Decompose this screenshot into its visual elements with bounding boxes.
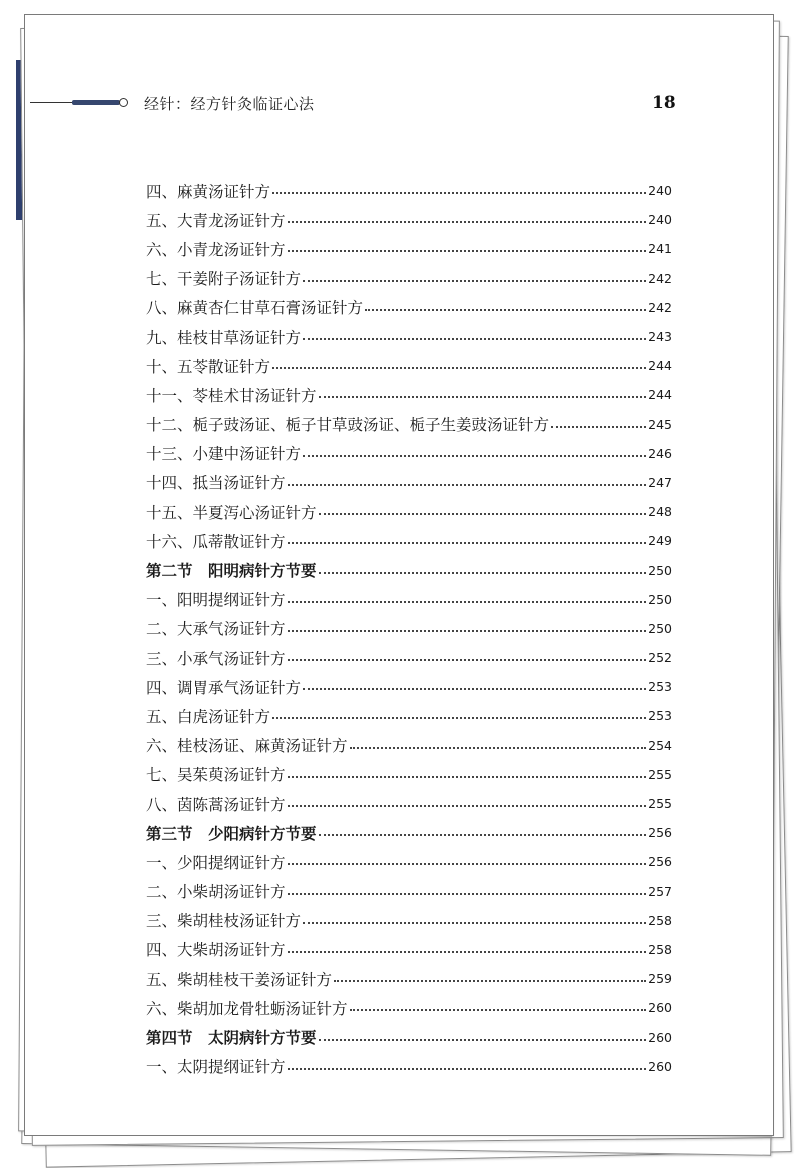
- toc-page-number: 256: [648, 854, 672, 870]
- dot-leader: [288, 804, 647, 807]
- toc-entry-title: 一、阳明提纲证针方: [146, 591, 286, 610]
- toc-entry-title: 十六、瓜蒂散证针方: [146, 532, 286, 551]
- toc-entry-row[interactable]: [146, 877, 672, 906]
- toc-entry-row[interactable]: [146, 847, 672, 876]
- toc-page-number: 259: [648, 971, 672, 987]
- dot-leader: [303, 337, 646, 340]
- toc-page-number: 240: [648, 212, 672, 228]
- dot-leader: [350, 1008, 647, 1011]
- toc-entry-title: 二、大承气汤证针方: [146, 620, 286, 639]
- toc-entry-title: 五、柴胡桂枝干姜汤证针方: [146, 970, 333, 989]
- toc-page-number: 242: [648, 270, 672, 286]
- toc-entry-row[interactable]: [146, 264, 672, 293]
- toc-entry-title: 四、大柴胡汤证针方: [146, 941, 286, 960]
- running-header-title: 经针：经方针灸临证心法: [144, 95, 315, 113]
- toc-entry-title: 十一、苓桂术甘汤证针方: [146, 386, 317, 405]
- dot-leader: [288, 950, 647, 953]
- toc-entry-title: 六、桂枝汤证、麻黄汤证针方: [146, 737, 348, 756]
- toc-entry-row[interactable]: [146, 964, 672, 993]
- toc-entry-title: 八、茵陈蒿汤证针方: [146, 795, 286, 814]
- toc-entry-row[interactable]: [146, 234, 672, 263]
- toc-page-number: 241: [648, 241, 672, 257]
- dot-leader: [272, 191, 646, 194]
- dot-leader: [288, 249, 647, 252]
- dot-leader: [303, 687, 646, 690]
- table-of-contents: [146, 176, 672, 1081]
- toc-page-number: 249: [648, 533, 672, 549]
- toc-entry-row[interactable]: [146, 1052, 672, 1081]
- toc-page-number: 255: [648, 796, 672, 812]
- toc-page-number: 247: [648, 474, 672, 490]
- toc-section-title: 第三节 少阳病针方节要: [146, 824, 317, 843]
- toc-page-number: 252: [648, 650, 672, 666]
- toc-page-number: 250: [648, 620, 672, 636]
- toc-page-number: 260: [648, 1000, 672, 1016]
- dot-leader: [288, 541, 647, 544]
- dot-leader: [319, 512, 647, 515]
- toc-entry-row[interactable]: [146, 322, 672, 351]
- toc-entry-row[interactable]: [146, 906, 672, 935]
- toc-page-number: 250: [648, 562, 672, 578]
- dot-leader: [288, 862, 647, 865]
- dot-leader: [319, 571, 647, 574]
- dot-leader: [303, 454, 646, 457]
- toc-entry-title: 十三、小建中汤证针方: [146, 445, 302, 464]
- toc-entry-title: 十、五苓散证针方: [146, 357, 271, 376]
- toc-entry-title: 二、小柴胡汤证针方: [146, 883, 286, 902]
- toc-section-row[interactable]: [146, 1022, 672, 1051]
- dot-leader: [319, 833, 647, 836]
- dot-leader: [288, 220, 647, 223]
- dot-leader: [319, 1038, 647, 1041]
- dot-leader: [551, 425, 646, 428]
- toc-page-number: 258: [648, 912, 672, 928]
- dot-leader: [288, 1067, 647, 1070]
- toc-entry-row[interactable]: [146, 176, 672, 205]
- toc-entry-title: 五、白虎汤证针方: [146, 707, 271, 726]
- toc-entry-row[interactable]: [146, 672, 672, 701]
- toc-entry-row[interactable]: [146, 293, 672, 322]
- toc-entry-row[interactable]: [146, 614, 672, 643]
- toc-entry-row[interactable]: [146, 497, 672, 526]
- dot-leader: [288, 483, 647, 486]
- toc-entry-row[interactable]: [146, 993, 672, 1022]
- dot-leader: [303, 921, 646, 924]
- needle-ornament: [72, 100, 120, 105]
- toc-page-number: 253: [648, 708, 672, 724]
- toc-entry-title: 十二、栀子豉汤证、栀子甘草豉汤证、栀子生姜豉汤证针方: [146, 416, 550, 435]
- toc-page-number: 243: [648, 329, 672, 345]
- toc-entry-title: 五、大青龙汤证针方: [146, 211, 286, 230]
- toc-entry-title: 七、吴茱萸汤证针方: [146, 766, 286, 785]
- toc-page-number: 260: [648, 1029, 672, 1045]
- dot-leader: [288, 600, 647, 603]
- needle-ornament-dot: [119, 98, 128, 107]
- dot-leader: [319, 395, 647, 398]
- toc-entry-row[interactable]: [146, 935, 672, 964]
- toc-page-number: 253: [648, 679, 672, 695]
- dot-leader: [288, 892, 647, 895]
- toc-entry-row[interactable]: [146, 789, 672, 818]
- dot-leader: [288, 775, 647, 778]
- dot-leader: [334, 979, 646, 982]
- dot-leader: [288, 629, 647, 632]
- toc-entry-row[interactable]: [146, 468, 672, 497]
- toc-page-number: 254: [648, 737, 672, 753]
- dot-leader: [272, 716, 646, 719]
- toc-entry-title: 三、小承气汤证针方: [146, 649, 286, 668]
- toc-entry-row[interactable]: [146, 585, 672, 614]
- toc-entry-title: 八、麻黄杏仁甘草石膏汤证针方: [146, 299, 364, 318]
- toc-entry-title: 四、麻黄汤证针方: [146, 182, 271, 201]
- dot-leader: [288, 658, 647, 661]
- toc-entry-row[interactable]: [146, 643, 672, 672]
- toc-entry-title: 九、桂枝甘草汤证针方: [146, 328, 302, 347]
- toc-entry-row[interactable]: [146, 410, 672, 439]
- toc-entry-title: 一、少阳提纲证针方: [146, 853, 286, 872]
- toc-entry-row[interactable]: [146, 760, 672, 789]
- toc-page-number: 256: [648, 825, 672, 841]
- toc-page-number: 244: [648, 387, 672, 403]
- toc-page-number: 242: [648, 299, 672, 315]
- toc-page-number: 258: [648, 941, 672, 957]
- toc-page-number: 250: [648, 591, 672, 607]
- toc-page-number: 245: [648, 416, 672, 432]
- toc-entry-title: 十四、抵当汤证针方: [146, 474, 286, 493]
- toc-page-number: 260: [648, 1058, 672, 1074]
- toc-entry-title: 六、小青龙汤证针方: [146, 240, 286, 259]
- toc-entry-title: 七、干姜附子汤证针方: [146, 270, 302, 289]
- toc-entry-row[interactable]: [146, 439, 672, 468]
- toc-page-number: 240: [648, 183, 672, 199]
- toc-page-number: 244: [648, 358, 672, 374]
- toc-entry-row[interactable]: [146, 380, 672, 409]
- toc-entry-row[interactable]: [146, 731, 672, 760]
- page-number: 18: [652, 93, 676, 113]
- toc-page-number: 246: [648, 445, 672, 461]
- dot-leader: [350, 746, 647, 749]
- toc-section-row[interactable]: [146, 818, 672, 847]
- toc-entry-row[interactable]: [146, 701, 672, 730]
- dot-leader: [365, 308, 646, 311]
- toc-page-number: 248: [648, 504, 672, 520]
- toc-section-row[interactable]: [146, 555, 672, 584]
- dot-leader: [303, 279, 646, 282]
- toc-entry-row[interactable]: [146, 526, 672, 555]
- dot-leader: [272, 366, 646, 369]
- toc-entry-title: 十五、半夏泻心汤证针方: [146, 503, 317, 522]
- toc-section-title: 第二节 阳明病针方节要: [146, 562, 317, 581]
- toc-entry-title: 四、调胃承气汤证针方: [146, 678, 302, 697]
- toc-entry-title: 六、柴胡加龙骨牡蛎汤证针方: [146, 999, 348, 1018]
- toc-entry-row[interactable]: [146, 351, 672, 380]
- toc-section-title: 第四节 太阴病针方节要: [146, 1029, 317, 1048]
- toc-entry-title: 一、太阴提纲证针方: [146, 1058, 286, 1077]
- toc-page-number: 257: [648, 883, 672, 899]
- toc-entry-row[interactable]: [146, 205, 672, 234]
- toc-entry-title: 三、柴胡桂枝汤证针方: [146, 912, 302, 931]
- toc-page-number: 255: [648, 766, 672, 782]
